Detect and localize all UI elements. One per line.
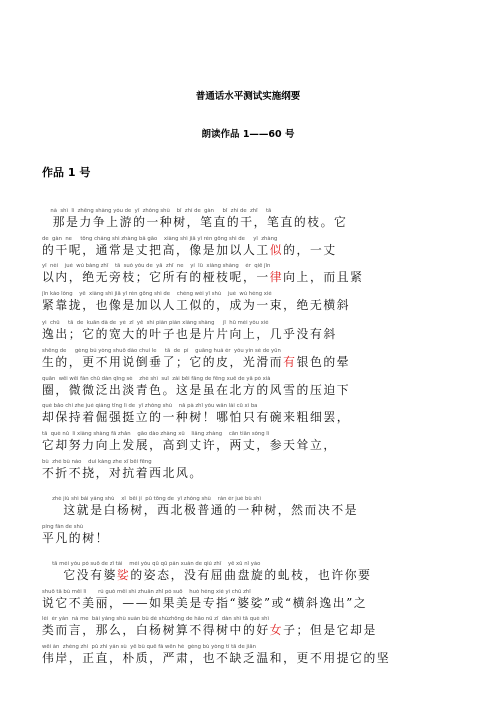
pinyin-line: bù zhé bù náo duì kàng zhe xī běi fēng xyxy=(42,459,152,465)
pinyin-line: què bǎo chí zhe jué qiáng tǐng lì de yī zhǒng shù nǎ pà zhǐ yǒu wǎn lái cū xì ba xyxy=(42,403,258,409)
pinyin-line: quān wēi wēi fàn chū dàn qīng sè zhè shì suī zài běi fāng de fēng xuě de yā pò xià xyxy=(42,376,271,382)
document-subtitle: 朗读作品 1——60 号 xyxy=(201,129,295,140)
text-line-4 xyxy=(42,291,466,312)
hanzi-line: 这就是白杨树，西北极普通的一种树，然而决不是 xyxy=(42,503,359,517)
pinyin-line: de gàn ne tōng cháng shì zhàng bǎ gāo xiàng shì jiā yǐ rén gōng shì de yī zhàng xyxy=(42,236,278,242)
pinyin-line: zhè jiù shì bái yáng shù xī běi jí pǔ tōng de yī zhǒng shù rán ér jué bù shì xyxy=(42,496,261,502)
work-title: 作品 1 号 xyxy=(42,166,91,179)
hanzi-line: 平凡的树！ xyxy=(42,531,109,545)
document-title: 普通话水平测试实施纲要 xyxy=(195,91,301,102)
text-line-2 xyxy=(42,236,466,257)
highlighted-char: 似 xyxy=(269,243,284,257)
pinyin-line: wěi àn zhèng zhí pǔ zhì yán sù yě bù quē fá wēn hé gèng bù yòng tí tā de jiān xyxy=(42,644,256,650)
text-line-6 xyxy=(42,348,466,369)
pinyin-line: tā méi yǒu pó suō de zī tài méi yǒu qū qū pán xuán de qiú zhī yě xǔ nǐ yào xyxy=(42,561,261,567)
hanzi-line: 以内，绝无旁枝；它所有的桠枝呢，一律向上，而且紧 xyxy=(42,270,364,284)
pinyin-line: yǐ nèi jué wú bàng zhī tā suǒ yǒu de yā zhī ne yí lǜ xiàng shàng ér qiě jǐn xyxy=(42,263,271,269)
highlighted-char: 女 xyxy=(269,623,284,637)
text-line-3 xyxy=(42,263,466,284)
text-line-9 xyxy=(42,431,466,452)
text-line-11 xyxy=(42,496,466,517)
hanzi-line: 那是力争上游的一种树，笔直的干，笔直的枝。它 xyxy=(42,215,348,229)
pinyin-line: jǐn kào lǒng yě xiàng shì jiā yǐ rén gōng shì de chéng wéi yī shù jué wú héng xié xyxy=(42,291,272,297)
text-line-8 xyxy=(42,403,466,424)
pinyin-line: shuō tā bù měi lì rú guǒ měi shì zhuān zhǐ pó suō huò héng xié yì chū zhī xyxy=(42,589,251,595)
hanzi-line: 紧靠拢，也像是加以人工似的，成为一束，绝无横斜 xyxy=(42,298,351,312)
hanzi-line: 逸出；它的宽大的叶子也是片片向上，几乎没有斜 xyxy=(42,327,337,341)
hanzi-line: 说它不美丽，——如果美是专指“婆娑”或“横斜逸出”之 xyxy=(42,596,368,610)
hanzi-line: 类而言，那么，白杨树算不得树中的好女子；但是它却是 xyxy=(42,623,377,637)
hanzi-line: 不折不挠，对抗着西北风。 xyxy=(42,466,203,480)
pinyin-line: shēng de gèng bú yòng shuō dào chuí le tā de pí guāng huá ér yǒu yín sè de yūn xyxy=(42,348,281,354)
text-line-12 xyxy=(42,524,466,545)
hanzi-line: 生的，更不用说倒垂了；它的皮，光滑而有银色的晕 xyxy=(42,355,351,369)
text-line-15 xyxy=(42,616,466,637)
highlighted-char: 娑 xyxy=(117,568,131,582)
hanzi-line: 圈，微微泛出淡青色。这是虽在北方的风雪的压迫下 xyxy=(42,383,351,397)
pinyin-line: lèi ér yán nà me bái yáng shù suàn bù dé shùzhōng de hǎo nǚ zǐ dàn shì tā què shì xyxy=(42,616,269,622)
text-line-16 xyxy=(42,644,466,665)
text-line-1 xyxy=(42,208,466,229)
pinyin-line: tā què nǔ lì xiàng shàng fā zhǎn gāo dào zhàng xǔ liǎng zhàng cān tiān sǒng lì xyxy=(42,431,270,437)
hanzi-line: 却保持着倔强挺立的一种树！哪怕只有碗来粗细罢， xyxy=(42,410,351,424)
hanzi-line: 它没有婆娑的姿态，没有屈曲盘旋的虬枝，也许你要 xyxy=(42,568,372,582)
pinyin-line: píng fán de shù xyxy=(42,524,84,530)
pinyin-line: nà shì lì zhēng shàng yóu de yī zhǒng shù bǐ zhí de gàn bǐ zhí de zhī tā xyxy=(42,208,272,214)
text-line-14 xyxy=(42,589,466,610)
highlighted-char: 有 xyxy=(283,355,297,369)
text-line-10 xyxy=(42,459,466,480)
hanzi-line: 伟岸，正直，朴质，严肃，也不缺乏温和，更不用提它的坚 xyxy=(42,651,391,665)
highlighted-char: 律 xyxy=(269,270,284,284)
hanzi-line: 的干呢，通常是丈把高，像是加以人工似的，一丈 xyxy=(42,243,337,257)
text-line-7 xyxy=(42,376,466,397)
text-line-13 xyxy=(42,561,466,582)
hanzi-line: 它却努力向上发展，高到丈许，两丈，参天耸立， xyxy=(42,438,337,452)
text-line-5 xyxy=(42,320,466,341)
pinyin-line: yì chū tā de kuān dà de yè zǐ yě shì piàn piàn xiàng shàng jī hū méi yǒu xié xyxy=(42,320,269,326)
